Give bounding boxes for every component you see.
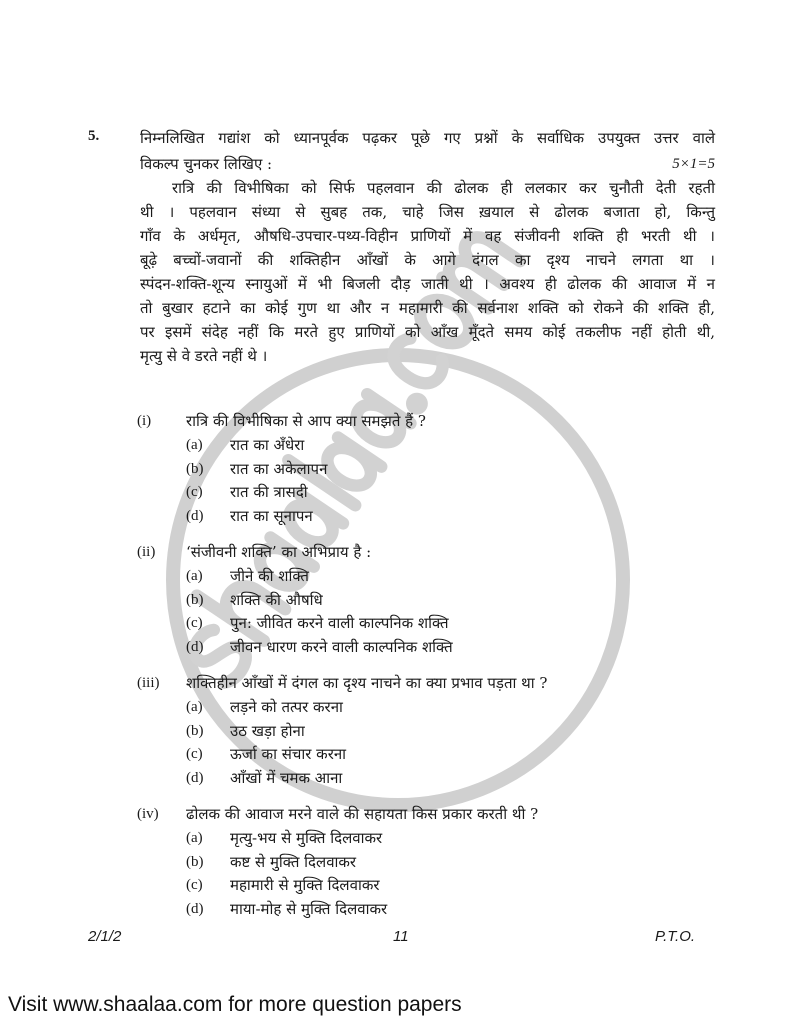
option-text: लड़ने को तत्पर करना xyxy=(230,698,343,716)
instruction-line: विकल्प चुनकर लिखिए : xyxy=(140,155,273,173)
subquestion-label: (i) xyxy=(137,413,152,429)
option-label: (c) xyxy=(186,746,203,762)
option-label: (a) xyxy=(186,568,203,584)
passage-line: रात्रि की विभीषिका को सिर्फ पहलवान की ढोलक ही ललकार कर चुनौती देती रहती xyxy=(172,179,715,197)
passage-line: गाँव के अर्धमृत, औषधि-उपचार-पथ्य-विहीन प्राणियों में वह संजीवनी शक्ति ही भरती थी । xyxy=(140,227,715,245)
option-text: पुन: जीवित करने वाली काल्पनिक शक्ति xyxy=(230,614,449,632)
option-label: (d) xyxy=(186,507,204,524)
option-label: (c) xyxy=(186,877,203,893)
passage-line: तो बुखार हटाने का कोई गुण था और न महामारी की सर्वनाश शक्ति को रोकने की शक्ति ही, xyxy=(140,299,715,317)
option-label: (b) xyxy=(186,722,204,739)
instruction-line: निम्नलिखित गद्यांश को ध्यानपूर्वक पढ़कर पूछे गए प्रश्नों के सर्वाधिक उपयुक्त उत्तर वाले xyxy=(140,129,715,147)
visit-link-text: Visit www.shaalaa.com for more question papers xyxy=(8,993,462,1016)
option-label: (b) xyxy=(186,591,204,608)
option-text: महामारी से मुक्ति दिलवाकर xyxy=(230,876,380,894)
passage-line: पर इसमें संदेह नहीं कि मरते हुए प्राणियों को आँख मूँदते समय कोई तकलीफ नहीं होती थी, xyxy=(140,323,715,341)
subquestion-label: (iv) xyxy=(137,806,159,822)
option-text: माया-मोह से मुक्ति दिलवाकर xyxy=(230,899,388,918)
passage-line: स्पंदन-शक्ति-शून्य स्नायुओं में भी बिजली दौड़ जाती थी । अवश्य ही ढोलक की आवाज में न xyxy=(140,275,715,293)
option-label: (d) xyxy=(186,900,204,917)
question-number: 5. xyxy=(88,128,100,144)
pto: P.T.O. xyxy=(655,928,696,945)
option-label: (a) xyxy=(186,437,203,453)
option-text: आँखों में चमक आना xyxy=(230,768,343,787)
option-text: रात का अँधेरा xyxy=(230,436,305,454)
subquestion-text: रात्रि की विभीषिका से आप क्या समझते हैं ? xyxy=(186,412,426,430)
passage-line: थी । पहलवान संध्या से सुबह तक, चाहे जिस ख़याल से ढोलक बजाता हो, किन्तु xyxy=(140,203,715,221)
subquestion-text: ‘संजीवनी शक्ति’ का अभिप्राय है : xyxy=(186,543,372,561)
option-text: रात की त्रासदी xyxy=(230,483,308,501)
option-text: शक्ति की औषधि xyxy=(230,590,323,609)
option-text: उठ खड़ा होना xyxy=(230,721,305,740)
passage-line: मृत्यु से वे डरते नहीं थे । xyxy=(140,347,268,365)
option-text: रात का अकेलापन xyxy=(230,459,328,478)
paper-code: 2/1/2 xyxy=(88,928,122,945)
option-label: (d) xyxy=(186,638,204,655)
option-label: (c) xyxy=(186,484,203,500)
option-text: कष्ट से मुक्ति दिलवाकर xyxy=(230,852,357,871)
passage-line: बूढ़े बच्चों-जवानों की शक्तिहीन आँखों के आगे दंगल का दृश्य नाचने लगता था । xyxy=(140,251,715,269)
option-label: (b) xyxy=(186,853,204,870)
option-label: (a) xyxy=(186,699,203,715)
option-text: जीने की शक्ति xyxy=(230,567,309,585)
option-text: मृत्यु-भय से मुक्ति दिलवाकर xyxy=(230,829,383,847)
option-label: (b) xyxy=(186,460,204,477)
option-text: जीवन धारण करने वाली काल्पनिक शक्ति xyxy=(230,637,453,656)
subquestion-label: (iii) xyxy=(137,675,160,691)
option-label: (d) xyxy=(186,769,204,786)
page-number: 11 xyxy=(393,928,409,945)
subquestion-label: (ii) xyxy=(137,544,156,560)
option-label: (c) xyxy=(186,615,203,631)
option-text: ऊर्जा का संचार करना xyxy=(230,745,347,763)
option-text: रात का सूनापन xyxy=(230,506,313,525)
subquestion-text: शक्तिहीन आँखों में दंगल का दृश्य नाचने का क्या प्रभाव पड़ता था ? xyxy=(186,674,548,692)
option-label: (a) xyxy=(186,830,203,846)
subquestion-text: ढोलक की आवाज मरने वाले की सहायता किस प्रकार करती थी ? xyxy=(186,805,539,823)
marks: 5×1=5 xyxy=(672,156,715,172)
